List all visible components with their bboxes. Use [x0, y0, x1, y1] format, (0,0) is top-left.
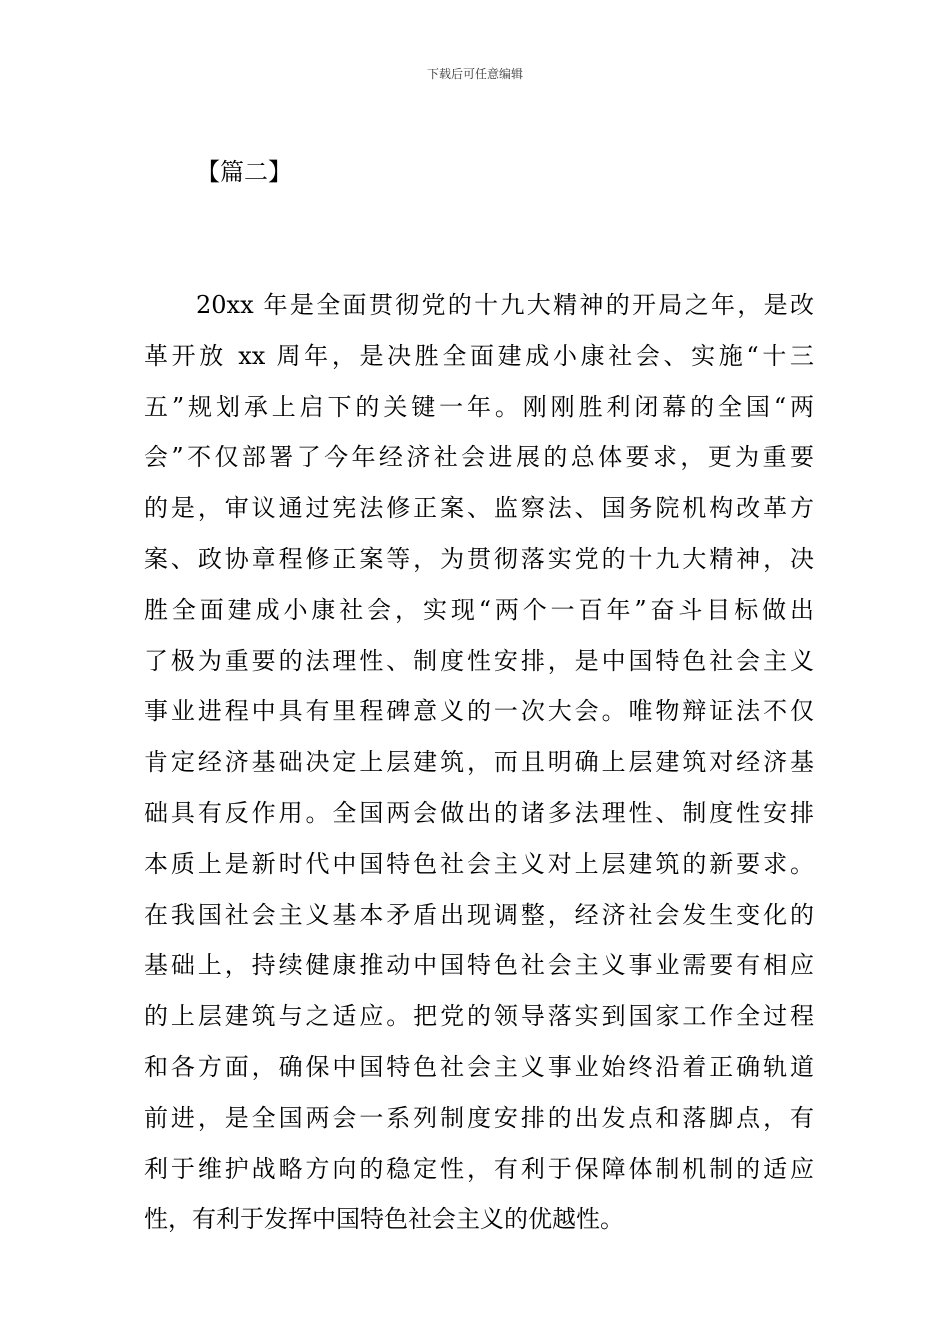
paragraph-line: 事业进程中具有里程碑意义的一次大会。唯物辩证法不仅 [144, 697, 814, 726]
paragraph-line: 和各方面，确保中国特色社会主义事业始终沿着正确轨道 [144, 1052, 814, 1081]
paragraph-line: 的是，审议通过宪法修正案、监察法、国务院机构改革方 [144, 494, 814, 523]
paragraph-line: 案、政协章程修正案等，为贯彻落实党的十九大精神，决 [144, 544, 814, 573]
paragraph-line: 础具有反作用。全国两会做出的诸多法理性、制度性安排 [144, 798, 814, 827]
paragraph-line: 基础上，持续健康推动中国特色社会主义事业需要有相应 [144, 951, 814, 980]
paragraph-line: 革开放 xx 周年，是决胜全面建成小康社会、实施“十三 [144, 341, 814, 370]
paragraph-line: 在我国社会主义基本矛盾出现调整，经济社会发生变化的 [144, 900, 814, 929]
body-paragraph [144, 280, 814, 1245]
paragraph-line: 胜全面建成小康社会，实现“两个一百年”奋斗目标做出 [144, 595, 814, 624]
paragraph-line: 肯定经济基础决定上层建筑，而且明确上层建筑对经济基 [144, 748, 814, 777]
paragraph-line: 本质上是新时代中国特色社会主义对上层建筑的新要求。 [144, 849, 814, 878]
paragraph-line: 会”不仅部署了今年经济社会进展的总体要求，更为重要 [144, 443, 814, 472]
paragraph-line: 20xx 年是全面贯彻党的十九大精神的开局之年，是改 [196, 291, 814, 319]
paragraph-line: 了极为重要的法理性、制度性安排，是中国特色社会主义 [144, 646, 814, 675]
paragraph-line: 的上层建筑与之适应。把党的领导落实到国家工作全过程 [144, 1002, 814, 1031]
paragraph-line: 前进，是全国两会一系列制度安排的出发点和落脚点，有 [144, 1103, 814, 1132]
paragraph-line: 利于维护战略方向的稳定性，有利于保障体制机制的适应 [144, 1154, 814, 1183]
paragraph-line: 性，有利于发挥中国特色社会主义的优越性。 [144, 1205, 624, 1234]
paragraph-line: 五”规划承上启下的关键一年。刚刚胜利闭幕的全国“两 [144, 392, 814, 421]
section-heading: 【篇二】 [196, 158, 292, 186]
page-header-note: 下载后可任意编辑 [426, 67, 523, 81]
